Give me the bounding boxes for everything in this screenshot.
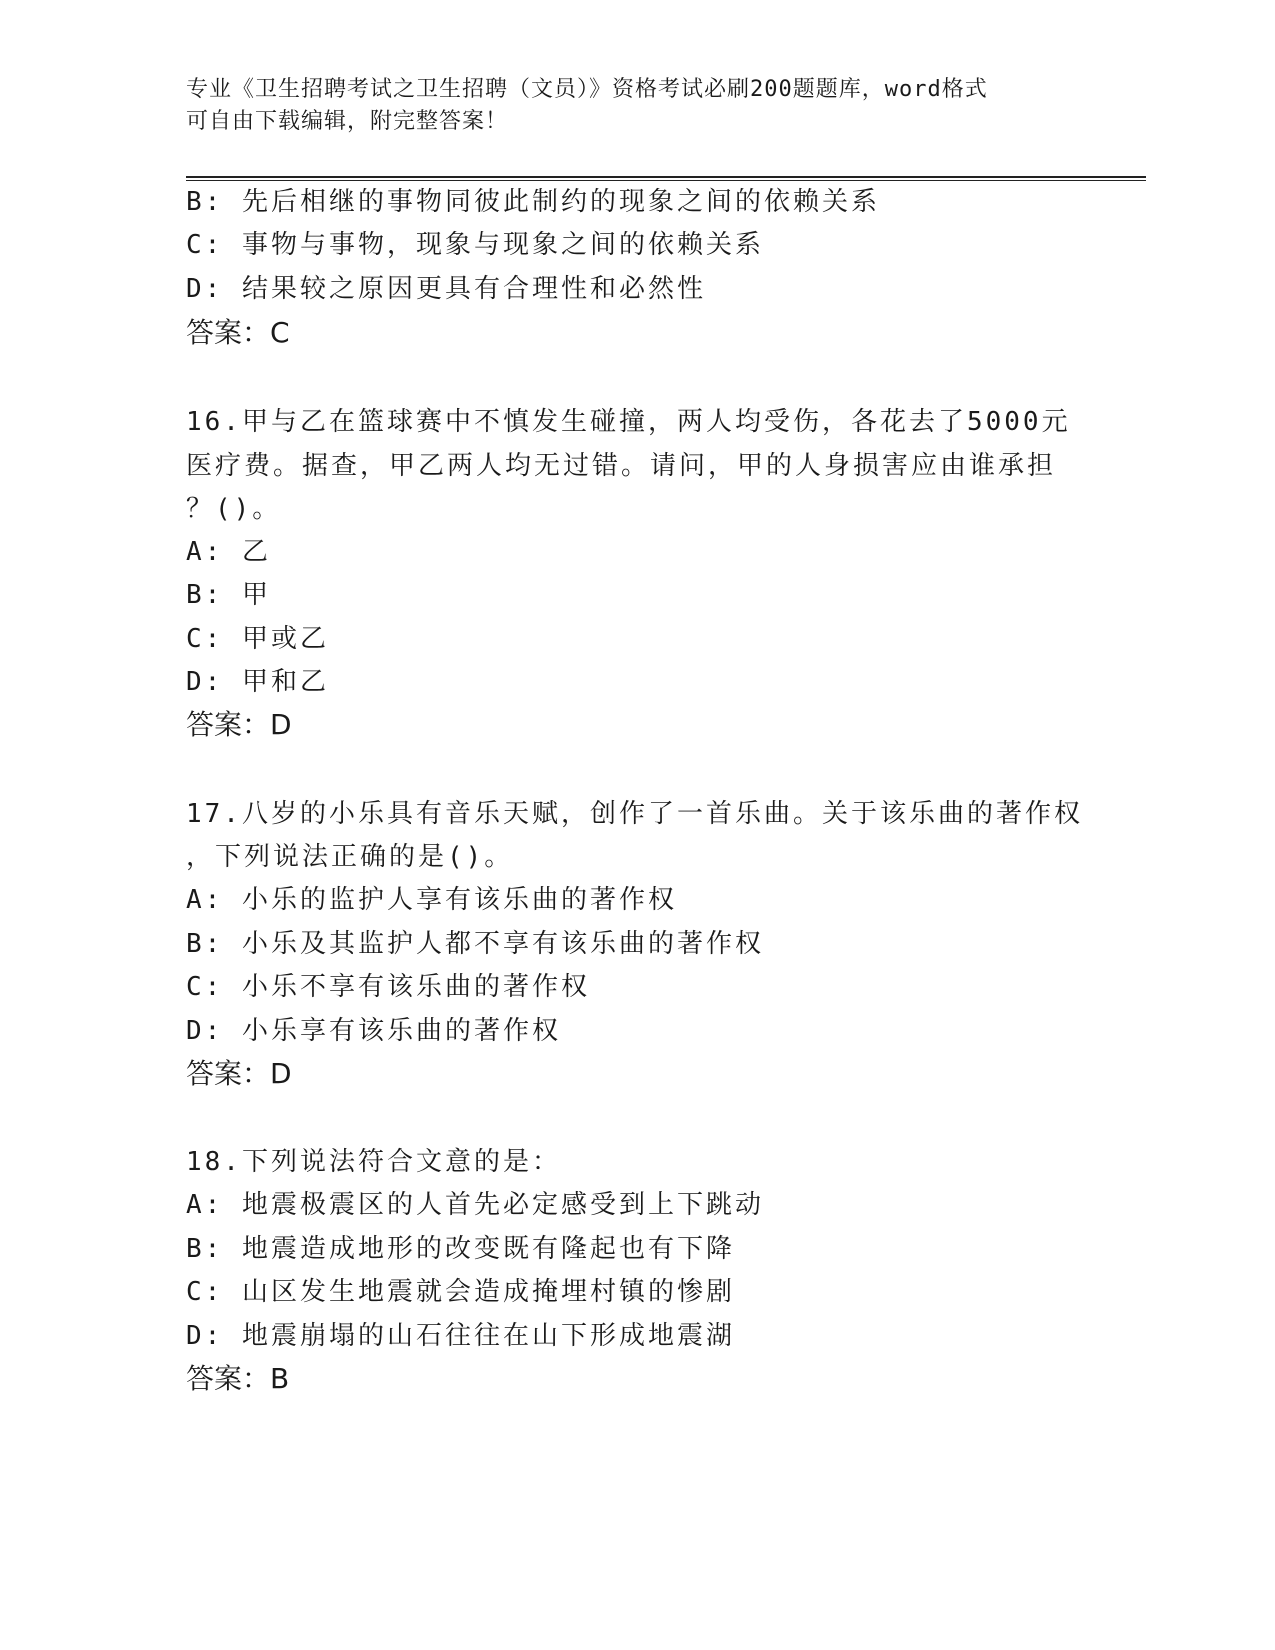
q18-option-b: B: 地震造成地形的改变既有隆起也有下降 (186, 1234, 735, 1264)
q18-option-a: A: 地震极震区的人首先必定感受到上下跳动 (186, 1190, 764, 1220)
q17-option-d: D: 小乐享有该乐曲的著作权 (186, 1016, 561, 1046)
document-header (186, 74, 1086, 138)
q16-option-c: C: 甲或乙 (186, 624, 329, 654)
header-line-2: 可自由下载编辑，附完整答案！ (186, 109, 509, 134)
q16-answer: 答案：D (186, 708, 292, 741)
q15-option-c: C: 事物与事物，现象与现象之间的依赖关系 (186, 230, 764, 260)
header-divider (186, 176, 1146, 181)
q17-option-b: B: 小乐及其监护人都不享有该乐曲的著作权 (186, 929, 764, 959)
q16-option-a: A: 乙 (186, 537, 271, 567)
q18-option-c: C: 山区发生地震就会造成掩埋村镇的惨剧 (186, 1277, 735, 1307)
q18-stem-line-1: 18.下列说法符合文意的是： (186, 1147, 561, 1177)
q18-option-d: D: 地震崩塌的山石往往在山下形成地震湖 (186, 1321, 735, 1351)
header-line-1: 专业《卫生招聘考试之卫生招聘（文员）》资格考试必刷200题题库，word格式 (186, 77, 988, 102)
q15-answer: 答案：C (186, 316, 290, 349)
q16-stem-line-2: 医疗费。据查，甲乙两人均无过错。请问，甲的人身损害应由谁承担 (186, 451, 1057, 481)
q15-option-b: B: 先后相继的事物同彼此制约的现象之间的依赖关系 (186, 187, 880, 217)
q17-option-a: A: 小乐的监护人享有该乐曲的著作权 (186, 885, 677, 915)
q16-stem-line-1: 16.甲与乙在篮球赛中不慎发生碰撞，两人均受伤，各花去了5000元 (186, 407, 1071, 437)
q16-stem-line-3: ？()。 (186, 494, 282, 524)
q17-answer: 答案：D (186, 1057, 292, 1090)
q16-option-d: D: 甲和乙 (186, 667, 329, 697)
q18-answer: 答案：B (186, 1362, 290, 1395)
q17-option-c: C: 小乐不享有该乐曲的著作权 (186, 972, 590, 1002)
q16-option-b: B: 甲 (186, 580, 271, 610)
q15-option-d: D: 结果较之原因更具有合理性和必然性 (186, 274, 706, 304)
q17-stem-line-1: 17.八岁的小乐具有音乐天赋，创作了一首乐曲。关于该乐曲的著作权 (186, 799, 1083, 829)
q17-stem-line-2: ，下列说法正确的是()。 (186, 842, 514, 872)
